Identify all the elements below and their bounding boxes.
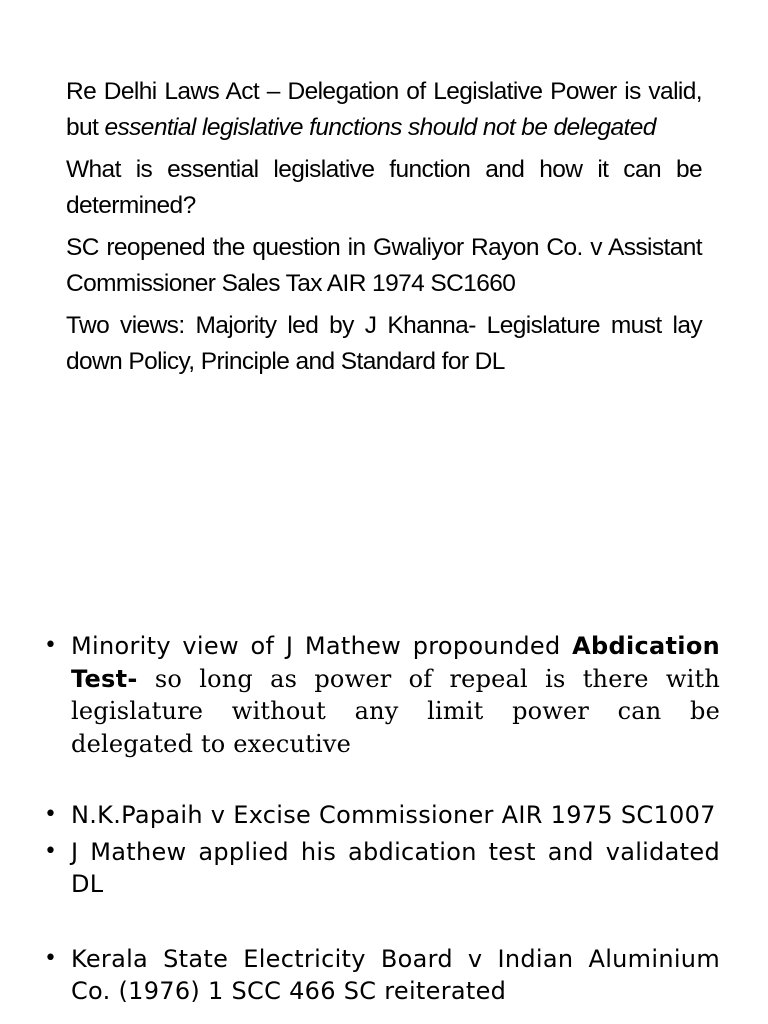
bullet-abdication-test: [44, 630, 720, 760]
paragraph-delhi-laws: [66, 74, 702, 145]
bullet-marker: •: [44, 838, 58, 864]
bullet-mathew-applied: [44, 836, 720, 901]
paragraph-delhi-laws-italic: essential legislative functions should not be delegated: [104, 113, 656, 141]
bullet-papaih-text: N.K.Papaih v Excise Commissioner AIR 1975 SC1007: [71, 801, 716, 829]
bullet-abdication-lead: Minority view of J Mathew propounded: [71, 632, 573, 660]
paragraph-essential-function-text: What is essential legislative function and how it can be determined?: [66, 156, 702, 219]
top-text-block: [66, 74, 702, 386]
bullet-marker: •: [44, 633, 58, 658]
bullet-abdication-bold: Abdication Test-: [71, 632, 720, 693]
paragraph-two-views-text: Two views: Majority led by J Khanna- Legislature must lay down Policy, Principle and Standard for DL: [66, 312, 702, 375]
bullet-list: [44, 630, 720, 1008]
bullet-abdication-rest: so long as power of repeal is there with legislature without any limit power can be delegated to executive: [71, 664, 720, 758]
bullet-papaih: [44, 799, 720, 832]
bullet-kerala-state: [44, 943, 720, 1008]
paragraph-delhi-laws-text: Re Delhi Laws Act – Delegation of Legislative Power is valid, but: [66, 78, 702, 141]
paragraph-gwaliyor-rayon: [66, 230, 702, 301]
paragraph-gwaliyor-rayon-text: SC reopened the question in Gwaliyor Rayon Co. v Assistant Commissioner Sales Tax AIR 1974 SC1660: [66, 234, 702, 297]
bullet-marker: •: [44, 945, 58, 971]
bullet-marker: •: [44, 802, 58, 827]
bullet-mathew-applied-text: J Mathew applied his abdication test and validated DL: [71, 837, 720, 898]
paragraph-essential-function: [66, 152, 702, 223]
paragraph-two-views: [66, 308, 702, 379]
bullet-kerala-state-text: Kerala State Electricity Board v Indian Aluminium Co. (1976) 1 SCC 466 SC reiterated: [71, 944, 720, 1005]
